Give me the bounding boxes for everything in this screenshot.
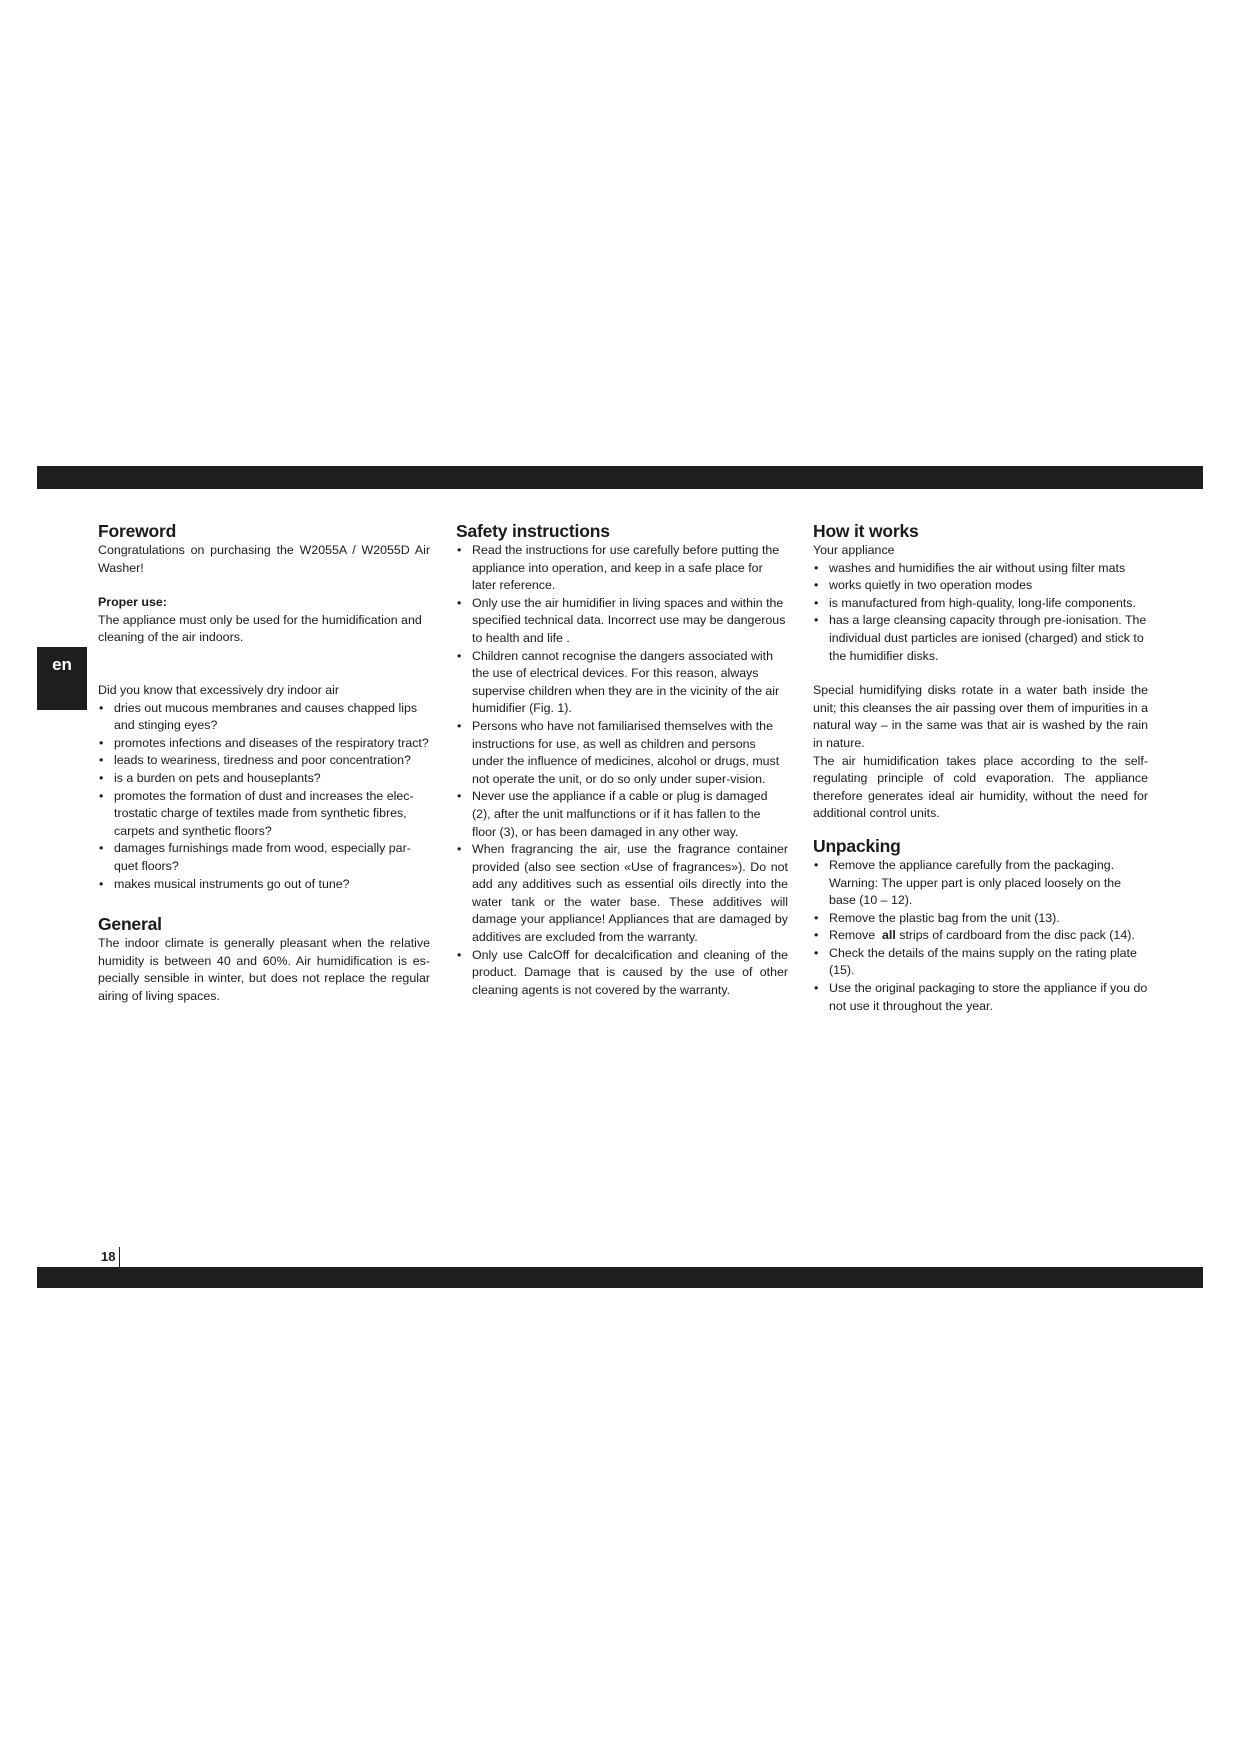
list-item: • Use the original packaging to store the appliance if you do not use it throughout the year.: [813, 980, 1148, 1015]
proper-use-text: The appliance must only be used for the humidification and cleaning of the air indoors.: [98, 612, 422, 645]
how-it-works-heading: How it works: [813, 521, 919, 541]
foreword-heading: Foreword: [98, 521, 177, 541]
list-item: • works quietly in two operation modes: [813, 577, 1148, 595]
general-heading: General: [98, 914, 162, 935]
list-item: • Read the instructions for use carefully before putting the appliance into operation, and keep in a safe place for later reference.: [456, 542, 788, 595]
how-paragraph-1: Special humidifying disks rotate in a water bath inside the unit; this cleanses the air passing over them of impurities in a natural way – in the same was that air is washed by the rain in nature.: [813, 683, 1148, 750]
list-item: • leads to weariness, tiredness and poor concentration?: [98, 752, 430, 770]
how-paragraph-2: The air humidification takes place according to the self-regulating principle of cold evaporation. The appliance therefore generates ideal air humidity, without the need for additional control units.: [813, 753, 1148, 821]
foreword-text: Congratulations on purchasing the W2055A / W2055D Air Washer!: [98, 543, 430, 575]
unpacking-list: [813, 857, 1148, 1015]
all-emphasis: all: [882, 928, 896, 943]
did-you-know-text: Did you know that excessively dry indoor air: [98, 682, 340, 697]
list-item: • Remove the plastic bag from the unit (13).: [813, 910, 1148, 928]
list-item: • is manufactured from high-quality, long-life components.: [813, 595, 1148, 613]
list-item: • promotes infections and diseases of the respiratory tract?: [98, 735, 430, 753]
how-intro: Your appliance: [813, 543, 895, 557]
bottom-footer-bar: [37, 1267, 1203, 1288]
list-item: • has a large cleansing capacity through pre-ionisation. The individual dust particles are ionised (charged) and stick to the humidifier disks.: [813, 612, 1148, 665]
proper-use-label: Proper use:: [98, 595, 167, 610]
how-it-works-list: [813, 560, 1148, 666]
strips-text: strips of cardboard from the disc pack (14).: [899, 928, 1135, 943]
list-item: • promotes the formation of dust and increases the elec-trostatic charge of textiles made from synthetic fibres, carpets and synthetic floors?: [98, 788, 430, 841]
dry-air-effects-list: [98, 700, 430, 894]
list-item: • Children cannot recognise the dangers associated with the use of electrical devices. For this reason, always supervise children when they are in the vicinity of the air humidifier (Fig. 1).: [456, 648, 788, 718]
list-item: • Only use CalcOff for decalcification and cleaning of the product. Damage that is caused by the use of other cleaning agents is not covered by the warranty.: [456, 947, 788, 1000]
language-tab: en: [37, 647, 87, 710]
safety-list: [456, 542, 788, 999]
list-item: • Only use the air humidifier in living spaces and within the specified technical data. Incorrect use may be dangerous to health and life .: [456, 595, 788, 648]
list-item: • washes and humidifies the air without using filter mats: [813, 560, 1148, 578]
remove-text: Remove: [829, 928, 876, 943]
top-header-bar: [37, 466, 1203, 489]
safety-heading: Safety instructions: [456, 521, 610, 541]
general-text: The indoor climate is generally pleasant when the relative humidity is between 40 and 60%. Air humidification is es-pecially sensible in winter, but does not replace the regular airing of living spaces.: [98, 936, 430, 1003]
page-number: 18: [98, 1247, 120, 1267]
column-safety: [456, 520, 788, 999]
list-item: • Persons who have not familiarised themselves with the instructions for use, as well as children and persons under the influence of medicines, alcohol or drugs, must not operate the unit, or do so only under super-vision.: [456, 718, 788, 788]
column-foreword: [98, 520, 430, 1005]
list-item: • damages furnishings made from wood, especially par-quet floors?: [98, 840, 430, 875]
list-item: • makes musical instruments go out of tune?: [98, 876, 430, 894]
list-item: • is a burden on pets and houseplants?: [98, 770, 430, 788]
column-how-it-works: [813, 520, 1148, 1015]
list-item: • When fragrancing the air, use the fragrance container provided (also see section «Use of fragrances»). Do not add any additives such as essential oils directly into the water tank or the water base. These additives will damage your appliance! Appliances that are damaged by additives are excluded from the warranty.: [456, 841, 788, 947]
unpacking-heading: Unpacking: [813, 835, 901, 856]
list-item: [813, 927, 1148, 945]
list-item: • Never use the appliance if a cable or plug is damaged (2), after the unit malfunctions or if it has fallen to the floor (3), or has been damaged in any other way.: [456, 788, 788, 841]
list-item: • Remove the appliance carefully from the packaging. Warning: The upper part is only placed loosely on the base (10 – 12).: [813, 857, 1148, 910]
list-item: • dries out mucous membranes and causes chapped lips and stinging eyes?: [98, 700, 430, 735]
list-item: • Check the details of the mains supply on the rating plate (15).: [813, 945, 1148, 980]
